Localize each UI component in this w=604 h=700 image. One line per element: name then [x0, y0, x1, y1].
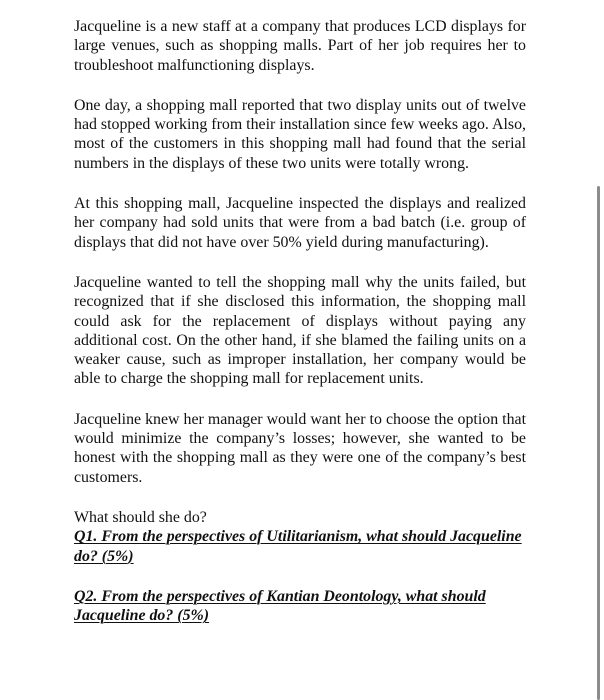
paragraph-inspection: At this shopping mall, Jacqueline inspected the displays and realized her company had sold units that were from a bad batch (i.e. group of displays that did not have over 50% yield during manufacturing). — [74, 195, 526, 251]
prompt-text: What should she do? — [74, 508, 207, 526]
paragraph-conflict: Jacqueline knew her manager would want her to choose the option that would minimize the company’s losses; however, she wanted to be honest with the shopping mall as they were one of the company’s best customers. — [74, 410, 526, 486]
vertical-scrollbar[interactable] — [597, 186, 600, 700]
question-2: Q2. From the perspectives of Kantian Deontology, what should Jacqueline do? (5%) — [74, 587, 486, 625]
paragraph-incident: One day, a shopping mall reported that two display units out of twelve had stopped working from their installation since few weeks ago. Also, most of the customers in this shopping mall had found that the serial numbers in the displays of these two units were totally wrong. — [74, 96, 526, 172]
question-1: Q1. From the perspectives of Utilitarianism, what should Jacqueline do? (5%) — [74, 528, 522, 565]
spacer — [74, 566, 526, 587]
paragraph-dilemma: Jacqueline wanted to tell the shopping mall why the units failed, but recognized that if she disclosed this information, the shopping mall could ask for the replacement of displays without paying any additional cost. On the other hand, if she blamed the failing units on a weaker cause, such as improper installation, her company would be able to charge the shopping mall for replacement units. — [74, 273, 526, 388]
paragraph-intro: Jacqueline is a new staff at a company that produces LCD displays for large venues, such as shopping malls. Part of her job requires her to troubleshoot malfunctioning displays. — [74, 18, 526, 74]
document-body — [74, 17, 526, 625]
